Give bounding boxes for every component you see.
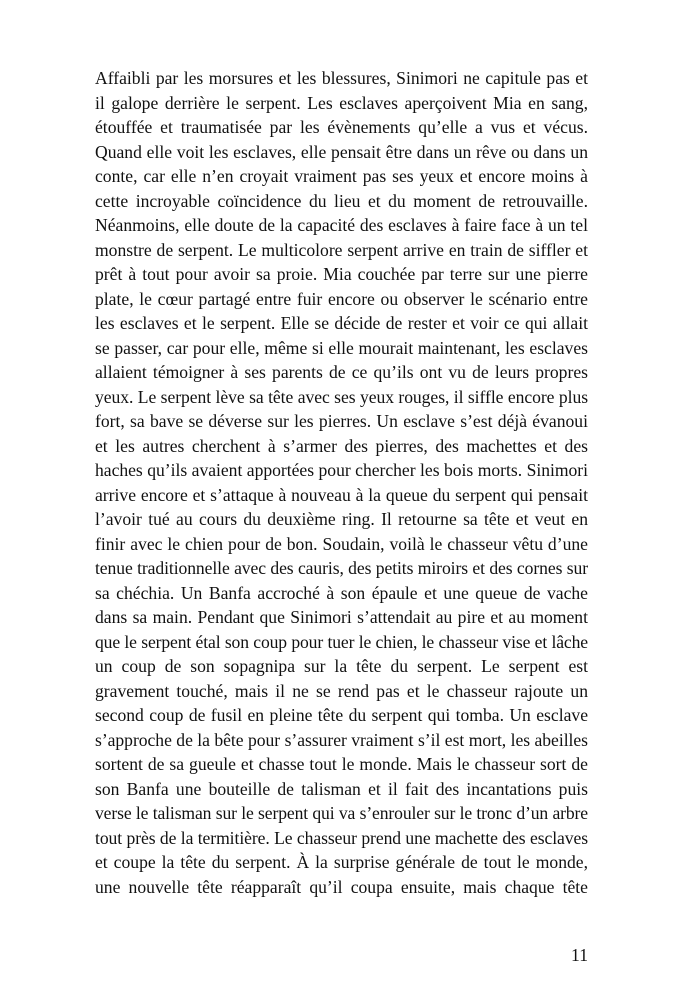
text-line	[95, 458, 588, 483]
text-line	[95, 115, 588, 140]
text-line-content: plate, le cœur partagé entre fuir encore ou observer le scénario entre	[95, 288, 588, 309]
text-line	[95, 507, 588, 532]
text-line-content: étouffée et traumatisée par les évènements qu’elle a vus et vécus.	[95, 117, 588, 137]
text-line-content: arrive encore et s’attaque à nouveau à la queue du serpent qui pensait	[95, 484, 588, 505]
text-line-content: il galope derrière le serpent. Les esclaves aperçoivent Mia en sang,	[95, 92, 588, 113]
text-line	[95, 311, 588, 336]
text-line	[95, 630, 588, 655]
text-line	[95, 556, 588, 581]
text-line-content: verse le talisman sur le serpent qui va s’enrouler sur le tronc d’un arbre	[95, 803, 588, 823]
text-line-content: et les autres cherchent à s’armer des pierres, des machettes et des	[95, 435, 588, 456]
text-line-content: Quand elle voit les esclaves, elle pensait être dans un rêve ou dans un	[95, 141, 588, 162]
text-line-content: son Banfa une bouteille de talisman et il fait des incantations puis	[95, 778, 588, 799]
text-line-content: sa chéchia. Un Banfa accroché à son épaule et une queue de vache	[95, 582, 588, 603]
text-line-content: un coup de son sopagnipa sur la tête du serpent. Le serpent est	[95, 656, 588, 676]
text-line-content: allaient témoigner à ses parents de ce qu’ils ont vu de leurs propres	[95, 362, 588, 382]
text-line	[95, 850, 588, 875]
text-line	[95, 532, 588, 557]
text-line-content: les esclaves et le serpent. Elle se décide de rester et voir ce qui allait	[95, 313, 588, 333]
text-line-content: Affaibli par les morsures et les blessures, Sinimori ne capitule pas et	[95, 68, 588, 88]
text-line	[95, 189, 588, 214]
text-line-content: tenue traditionnelle avec des cauris, des petits miroirs et des cornes sur	[95, 558, 588, 578]
text-line-content: conte, car elle n’en croyait vraiment pas ses yeux et encore moins à	[95, 166, 588, 186]
text-line-content: se passer, car pour elle, même si elle mourait maintenant, les esclaves	[95, 337, 588, 358]
text-line-content: que le serpent étal son coup pour tuer le chien, le chasseur vise et lâche	[95, 631, 588, 652]
text-line-content: tout près de la termitière. Le chasseur prend une machette des esclaves	[95, 827, 588, 848]
text-line	[95, 336, 588, 361]
text-line	[95, 91, 588, 116]
text-line	[95, 703, 588, 728]
text-line-content: et coupe la tête du serpent. À la surprise générale de tout le monde,	[95, 852, 588, 872]
text-line	[95, 728, 588, 753]
text-line-content: finir avec le chien pour de bon. Soudain, voilà le chasseur vêtu d’une	[95, 533, 588, 554]
text-line-content: haches qu’ils avaient apportées pour chercher les bois morts. Sinimori	[95, 460, 588, 480]
text-line-content: l’avoir tué au cours du deuxième ring. Il retourne sa tête et veut en	[95, 509, 588, 529]
text-line-content: monstre de serpent. Le multicolore serpent arrive en train de siffler et	[95, 239, 588, 260]
body-text	[95, 66, 588, 899]
text-line	[95, 140, 588, 165]
text-line-content: sortent de sa gueule et chasse tout le monde. Mais le chasseur sort de	[95, 754, 588, 774]
text-line	[95, 752, 588, 777]
text-line	[95, 581, 588, 606]
text-line	[95, 654, 588, 679]
text-line-content: prêt à tout pour avoir sa proie. Mia couchée par terre sur une pierre	[95, 264, 588, 284]
text-line-content: fort, sa bave se déverse sur les pierres. Un esclave s’est déjà évanoui	[95, 411, 588, 431]
text-line	[95, 434, 588, 459]
text-line	[95, 164, 588, 189]
text-line	[95, 679, 588, 704]
text-line	[95, 777, 588, 802]
text-line	[95, 238, 588, 263]
text-line	[95, 483, 588, 508]
text-line	[95, 262, 588, 287]
text-line-content: une nouvelle tête réapparaît qu’il coupa ensuite, mais chaque tête	[95, 876, 588, 897]
text-line	[95, 213, 588, 238]
text-line	[95, 385, 588, 410]
text-line-content: dans sa main. Pendant que Sinimori s’attendait au pire et au moment	[95, 607, 588, 627]
text-line	[95, 826, 588, 851]
text-line	[95, 875, 588, 900]
text-line	[95, 287, 588, 312]
text-line-content: s’approche de la bête pour s’assurer vraiment s’il est mort, les abeilles	[95, 729, 588, 750]
text-line	[95, 605, 588, 630]
text-line	[95, 66, 588, 91]
text-line-content: yeux. Le serpent lève sa tête avec ses yeux rouges, il siffle encore plus	[95, 386, 588, 407]
text-line	[95, 360, 588, 385]
page-number: 11	[571, 945, 588, 965]
text-line	[95, 409, 588, 434]
text-line	[95, 801, 588, 826]
text-line-content: gravement touché, mais il ne se rend pas et le chasseur rajoute un	[95, 680, 588, 701]
text-line-content: cette incroyable coïncidence du lieu et du moment de retrouvaille.	[95, 190, 588, 211]
text-line-content: Néanmoins, elle doute de la capacité des esclaves à faire face à un tel	[95, 215, 588, 235]
text-line-content: second coup de fusil en pleine tête du serpent qui tomba. Un esclave	[95, 705, 588, 725]
